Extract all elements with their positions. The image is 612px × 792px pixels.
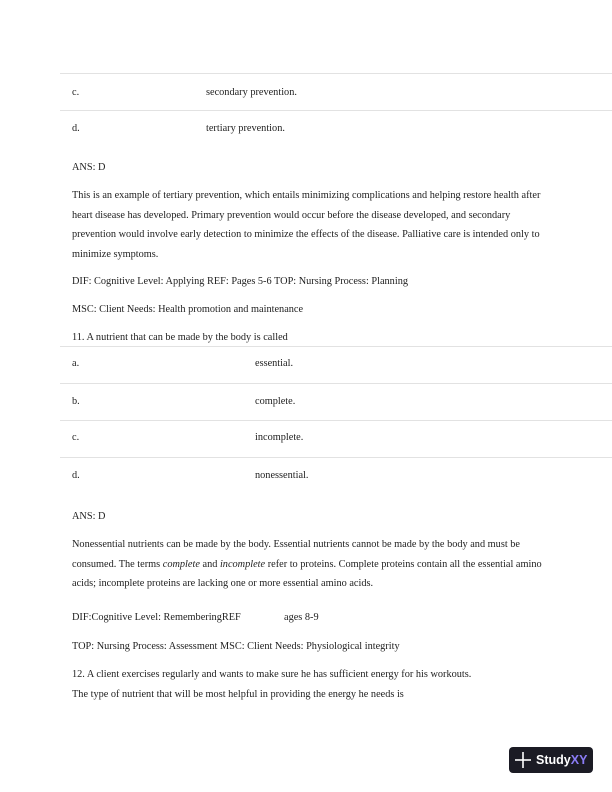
dif-line: DIF:Cognitive Level: RememberingREF bbox=[72, 612, 241, 623]
option-text-d: tertiary prevention. bbox=[206, 123, 285, 134]
answer-label: ANS: D bbox=[72, 162, 106, 173]
option-letter-d: d. bbox=[72, 470, 80, 481]
option-text-c: incomplete. bbox=[255, 432, 304, 443]
option-text-a: essential. bbox=[255, 358, 294, 369]
answer-label: ANS: D bbox=[72, 511, 106, 522]
divider bbox=[60, 110, 612, 111]
studyxy-logo-badge[interactable] bbox=[509, 747, 593, 773]
option-letter-b: b. bbox=[72, 396, 80, 407]
divider bbox=[60, 346, 612, 347]
question-stem-line-2: The type of nutrient that will be most helpful in providing the energy he needs is bbox=[72, 689, 404, 700]
divider bbox=[60, 457, 612, 458]
question-stem: 11. A nutrient that can be made by the body is called bbox=[72, 332, 288, 343]
rationale-text: Nonessential nutrients can be made by the body. Essential nutrients cannot be made by the body and must be consumed. The terms bbox=[72, 539, 520, 570]
rationale-paragraph: This is an example of tertiary prevention, which entails minimizing complications and helping restore health after heart disease has developed. Primary prevention would occur before the disease developed, and secondary prevention would involve early detection to minimize the effects of the disease. Palliative care is intended only to minimize symptoms. bbox=[72, 190, 541, 261]
divider bbox=[60, 73, 612, 74]
option-text-c: secondary prevention. bbox=[206, 87, 297, 98]
option-text-d: nonessential. bbox=[255, 470, 309, 481]
divider bbox=[60, 383, 612, 384]
option-letter-c: c. bbox=[72, 87, 80, 98]
option-letter-d: d. bbox=[72, 123, 80, 134]
ref-pages: ages 8-9 bbox=[284, 612, 319, 623]
option-text-b: complete. bbox=[255, 396, 296, 407]
msc-line: MSC: Client Needs: Health promotion and maintenance bbox=[72, 304, 304, 315]
rationale-text: and bbox=[199, 558, 220, 570]
rationale-paragraph bbox=[72, 535, 542, 594]
question-stem-line-1: 12. A client exercises regularly and wants to make sure he has sufficient energy for his workouts. bbox=[72, 669, 472, 680]
option-letter-c: c. bbox=[72, 432, 80, 443]
top-msc-line: TOP: Nursing Process: Assessment MSC: Client Needs: Physiological integrity bbox=[72, 641, 400, 652]
option-letter-a: a. bbox=[72, 358, 80, 369]
logo-text-accent: XY bbox=[570, 753, 588, 767]
rationale-text: refer to proteins. Complete proteins contain all the essential amino acids; incomplete proteins are lacking one or more essential amino acids. bbox=[72, 558, 542, 590]
divider bbox=[60, 420, 612, 421]
emphasis-incomplete: incomplete bbox=[219, 558, 266, 570]
plus-icon bbox=[513, 750, 533, 770]
logo-text: Study bbox=[536, 753, 571, 767]
dif-ref-top-line: DIF: Cognitive Level: Applying REF: Pages 5-6 TOP: Nursing Process: Planning bbox=[72, 276, 408, 287]
emphasis-complete: complete bbox=[162, 558, 200, 570]
